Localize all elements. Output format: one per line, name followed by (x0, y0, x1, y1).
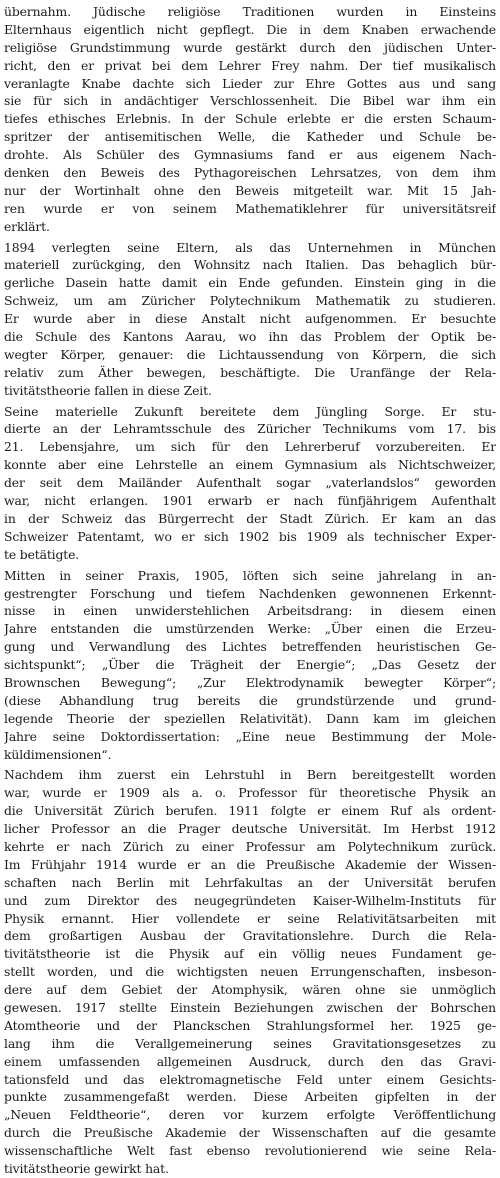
text-line: erklärt. (4, 218, 50, 234)
text-line: drohte. Als Schüler des Gymnasiums fand er aus eigenem Nach- (4, 147, 496, 163)
text-line: veranlagte Knabe dachte sich Lieder zur Ehre Gottes aus und sang (4, 75, 496, 91)
text-line: Jahre seine Doktordissertation: „Eine neue Bestimmung der Mole- (4, 728, 496, 744)
text-line: dere auf dem Gebiet der Atomphysik, wären ohne sie unmöglich (4, 982, 496, 998)
text-line: Physik ernannt. Hier vollendete er seine Relativitätsarbeiten mit (4, 910, 496, 926)
text-line: Im Frühjahr 1914 wurde er an die Preußische Akademie der Wissen- (4, 856, 496, 872)
text-line: nisse in einen unwiderstehlichen Arbeitsdrang: in diesem einen (4, 603, 496, 619)
text-line: nur der Wortinhalt ohne den Beweis mitgeteilt war. Mit 15 Jah- (4, 182, 496, 198)
text-line: Schweizer Patentamt, wo er sich 1902 bis 1909 als technischer Exper- (4, 528, 496, 544)
text-line: und zum Direktor des neugegründeten Kaiser-Wilhelm-Instituts für (4, 892, 496, 908)
text-line: Mitten in seiner Praxis, 1905, löften sich seine jahrelang in an- (4, 567, 496, 583)
paragraph (4, 239, 496, 400)
text-line: Brownschen Bewegung“; „Zur Elektrodynamik bewegter Körper“; (4, 674, 496, 690)
text-line: tationsfeld und das elektromagnetische Feld unter einem Gesichts- (4, 1071, 496, 1087)
paragraph (4, 403, 496, 564)
text-line: die Schule des Kantons Aarau, wo ihn das Problem der Optik be- (4, 329, 496, 345)
text-line: tiefes ethisches Erlebnis. In der Schule erlebte er die ersten Schaum- (4, 111, 496, 127)
paragraph (4, 567, 496, 764)
text-line: dierte an der Lehramtsschule des Züricher Technikums vom 17. bis (4, 421, 496, 437)
text-line: 1894 verlegten seine Eltern, als das Unternehmen in München (4, 239, 496, 255)
text-line: durch die Preußische Akademie der Wissenschaften auf die gesamte (4, 1125, 496, 1141)
text-line: Elternhaus eigentlich nicht gepflegt. Die in dem Knaben erwachende (4, 21, 496, 37)
text-line: sie für sich in andächtiger Verschlossenheit. Die Bibel war ihm ein (4, 93, 496, 109)
document-page (4, 3, 496, 1178)
paragraph (4, 766, 496, 1177)
text-line: der seit dem Mailänder Aufenthalt sogar „vaterlandslos“ geworden (4, 475, 496, 491)
text-line: kehrte er nach Zürich zu einer Professur am Polytechnikum zurück. (4, 838, 496, 854)
text-line: einem umfassenden allgemeinen Ausdruck, durch den das Gravi- (4, 1053, 496, 1069)
text-line: materiell zurückging, den Wohnsitz nach Italien. Das behaglich bür- (4, 257, 496, 273)
text-line: te betätigte. (4, 546, 80, 562)
text-line: ren wurde er von seinem Mathematiklehrer für universitätsreif (4, 200, 496, 216)
text-line: die Universität Zürich berufen. 1911 folgte er einem Ruf als ordent- (4, 803, 496, 819)
text-line: gerliche Dasein hatte damit ein Ende gefunden. Einstein ging in die (4, 275, 496, 291)
text-line: tivitätstheorie ist die Physik auf ein völlig neues Fundament ge- (4, 946, 496, 962)
text-line: sichtspunkt“; „Über die Trägheit der Energie“; „Das Gesetz der (4, 657, 496, 673)
text-line: in der Schweiz das Bürgerrecht der Stadt Zürich. Er kam an das (4, 510, 496, 526)
text-line: richt, den er privat bei dem Lehrer Frey nahm. Der tief musikalisch (4, 57, 496, 73)
text-line: gung und Verwandlung des Lichtes betreffenden heuristischen Ge- (4, 639, 496, 655)
text-line: spritzer der antisemitischen Welle, die Katheder und Schule be- (4, 129, 496, 145)
text-line: gestrengter Forschung und tiefem Nachdenken gewonnenen Erkennt- (4, 585, 496, 601)
text-line: küldimensionen“. (4, 746, 112, 762)
text-line: legende Theorie der speziellen Relativität). Dann kam im gleichen (4, 710, 496, 726)
text-line: war, nicht erlangen. 1901 erwarb er nach fünfjährigem Aufenthalt (4, 493, 496, 509)
text-line: Nachdem ihm zuerst ein Lehrstuhl in Bern bereitgestellt worden (4, 767, 496, 783)
text-line: dem großartigen Ausbau der Gravitationslehre. Durch die Rela- (4, 928, 496, 944)
text-line: licher Professor an die Prager deutsche Universität. Im Herbst 1912 (4, 821, 496, 837)
text-line: Schweiz, um am Züricher Polytechnikum Mathematik zu studieren. (4, 293, 496, 309)
text-line: (diese Abhandlung trug bereits die grundstürzende und grund- (4, 692, 496, 708)
text-line: denken den Beweis des Pythagoreischen Lehrsatzes, von dem ihm (4, 165, 496, 181)
text-line: tivitätstheorie gewirkt hat. (4, 1161, 169, 1176)
text-line: 21. Lebensjahre, um sich für den Lehrerberuf vorzubereiten. Er (4, 439, 496, 455)
text-line: schaften nach Berlin mit Lehrfakultas an der Universität berufen (4, 874, 496, 890)
text-line: Seine materielle Zukunft bereitete dem Jüngling Sorge. Er stu- (4, 403, 496, 419)
text-line: Jahre entstanden die umstürzenden Werke: „Über einen die Erzeu- (4, 621, 496, 637)
text-line: konnte aber eine Lehrstelle an einem Gymnasium als Nichtschweizer, (4, 457, 496, 473)
paragraph (4, 3, 496, 236)
text-line: punkte zusammengefaßt werden. Diese Arbeiten gipfelten in der (4, 1089, 496, 1105)
text-line: Er wurde aber in diese Anstalt nicht aufgenommen. Er besuchte (4, 311, 496, 327)
text-line: übernahm. Jüdische religiöse Traditionen wurden in Einsteins (4, 4, 496, 19)
text-line: wissenschaftliche Welt fast ebenso revolutionierend wie seine Rela- (4, 1143, 496, 1159)
text-line: „Neuen Feldtheorie“, deren vor kurzem erfolgte Veröffentlichung (4, 1107, 496, 1123)
text-line: relativ zum Äther bewegen, beschäftigte. Die Uranfänge der Rela- (4, 364, 496, 380)
text-line: tivitätstheorie fallen in diese Zeit. (4, 382, 212, 398)
text-line: Atomtheorie und der Planckschen Strahlungsformel her. 1925 ge- (4, 1017, 496, 1033)
text-line: lang ihm die Verallgemeinerung seines Gravitationsgesetzes zu (4, 1035, 496, 1051)
text-line: religiöse Grundstimmung wurde gestärkt durch den jüdischen Unter- (4, 39, 496, 55)
text-line: gewesen. 1917 stellte Einstein Beziehungen zwischen der Bohrschen (4, 999, 496, 1015)
text-line: stellt worden, und die wichtigsten neuen Errungenschaften, insbeson- (4, 964, 496, 980)
text-line: wegter Körper, genauer: die Lichtaussendung von Körpern, die sich (4, 346, 496, 362)
text-line: war, wurde er 1909 als a. o. Professor für theoretische Physik an (4, 785, 496, 801)
